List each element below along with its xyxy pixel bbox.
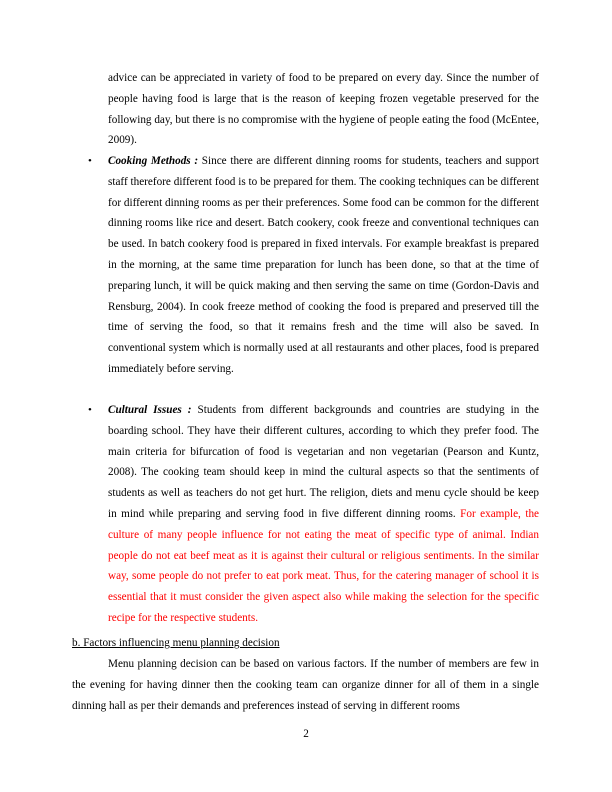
bullet-item-cooking-methods	[108, 151, 539, 380]
page-number: 2	[303, 728, 309, 740]
highlighted-text: For example, the culture of many people influence for not eating the meat of specific type of animal. Indian people do not eat beef meat as it is against their cultural or religious sentiments. In the similar way, some people do not prefer to eat pork meat. Thus, for the catering manager of school it is essential that it must consider the given aspect also while making the selection for the specific recipe for the respective students.	[108, 507, 540, 624]
bullet-marker: •	[88, 404, 92, 416]
bullet-item-cultural-issues	[108, 400, 539, 629]
section-heading: b. Factors influencing menu planning decision	[72, 637, 280, 649]
bullet-term: Cultural Issues :	[108, 404, 192, 416]
bullet-text: Students from different backgrounds and countries are studying in the boarding school. They have their different cultures, according to which they prefer food. The main criteria for bifurcation of food is vegetarian and non vegetarian (Pearson and Kuntz, 2008). The cooking team should keep in mind the cultural aspects so that the sentiments of students as well as teachers do not get hurt. The religion, diets and menu cycle should be keep in mind while preparing and serving food in five different dinning rooms.	[108, 404, 539, 520]
continuation-paragraph: advice can be appreciated in variety of food to be prepared on every day. Since the number of people having food is large that is the reason of keeping frozen vegetable preserved for the following day, but there is no compromise with the hygiene of people eating the food (McEntee, 2009).	[108, 72, 539, 147]
bullet-text: Since there are different dinning rooms for students, teachers and support staff therefore different food is to be prepared for them. The cooking techniques can be different for different dinning rooms as per their preferences. Some food can be common for the different dinning rooms like rice and desert. Batch cookery, cook freeze and conventional techniques can be used. In batch cookery food is prepared in fixed intervals. For example breakfast is prepared in the morning, at the same time preparation for lunch has been done, so that at the time of preparing lunch, it will be quick making and then serving the same on time (Gordon-Davis and Rensburg, 2004). In cook freeze method of cooking the food is prepared and preserved till the time of serving the food, so that it remains fresh and the time will also be saved. In conventional system which is normally used at all restaurants and other places, food is prepared immediately before serving.	[108, 155, 539, 375]
bullet-term: Cooking Methods :	[108, 155, 199, 167]
section-paragraph: Menu planning decision can be based on various factors. If the number of members are few in the evening for having dinner then the cooking team can organize dinner for all of them in a single dinning hall as per their demands and preferences instead of serving in different rooms	[72, 658, 539, 712]
bullet-marker: •	[88, 155, 92, 167]
